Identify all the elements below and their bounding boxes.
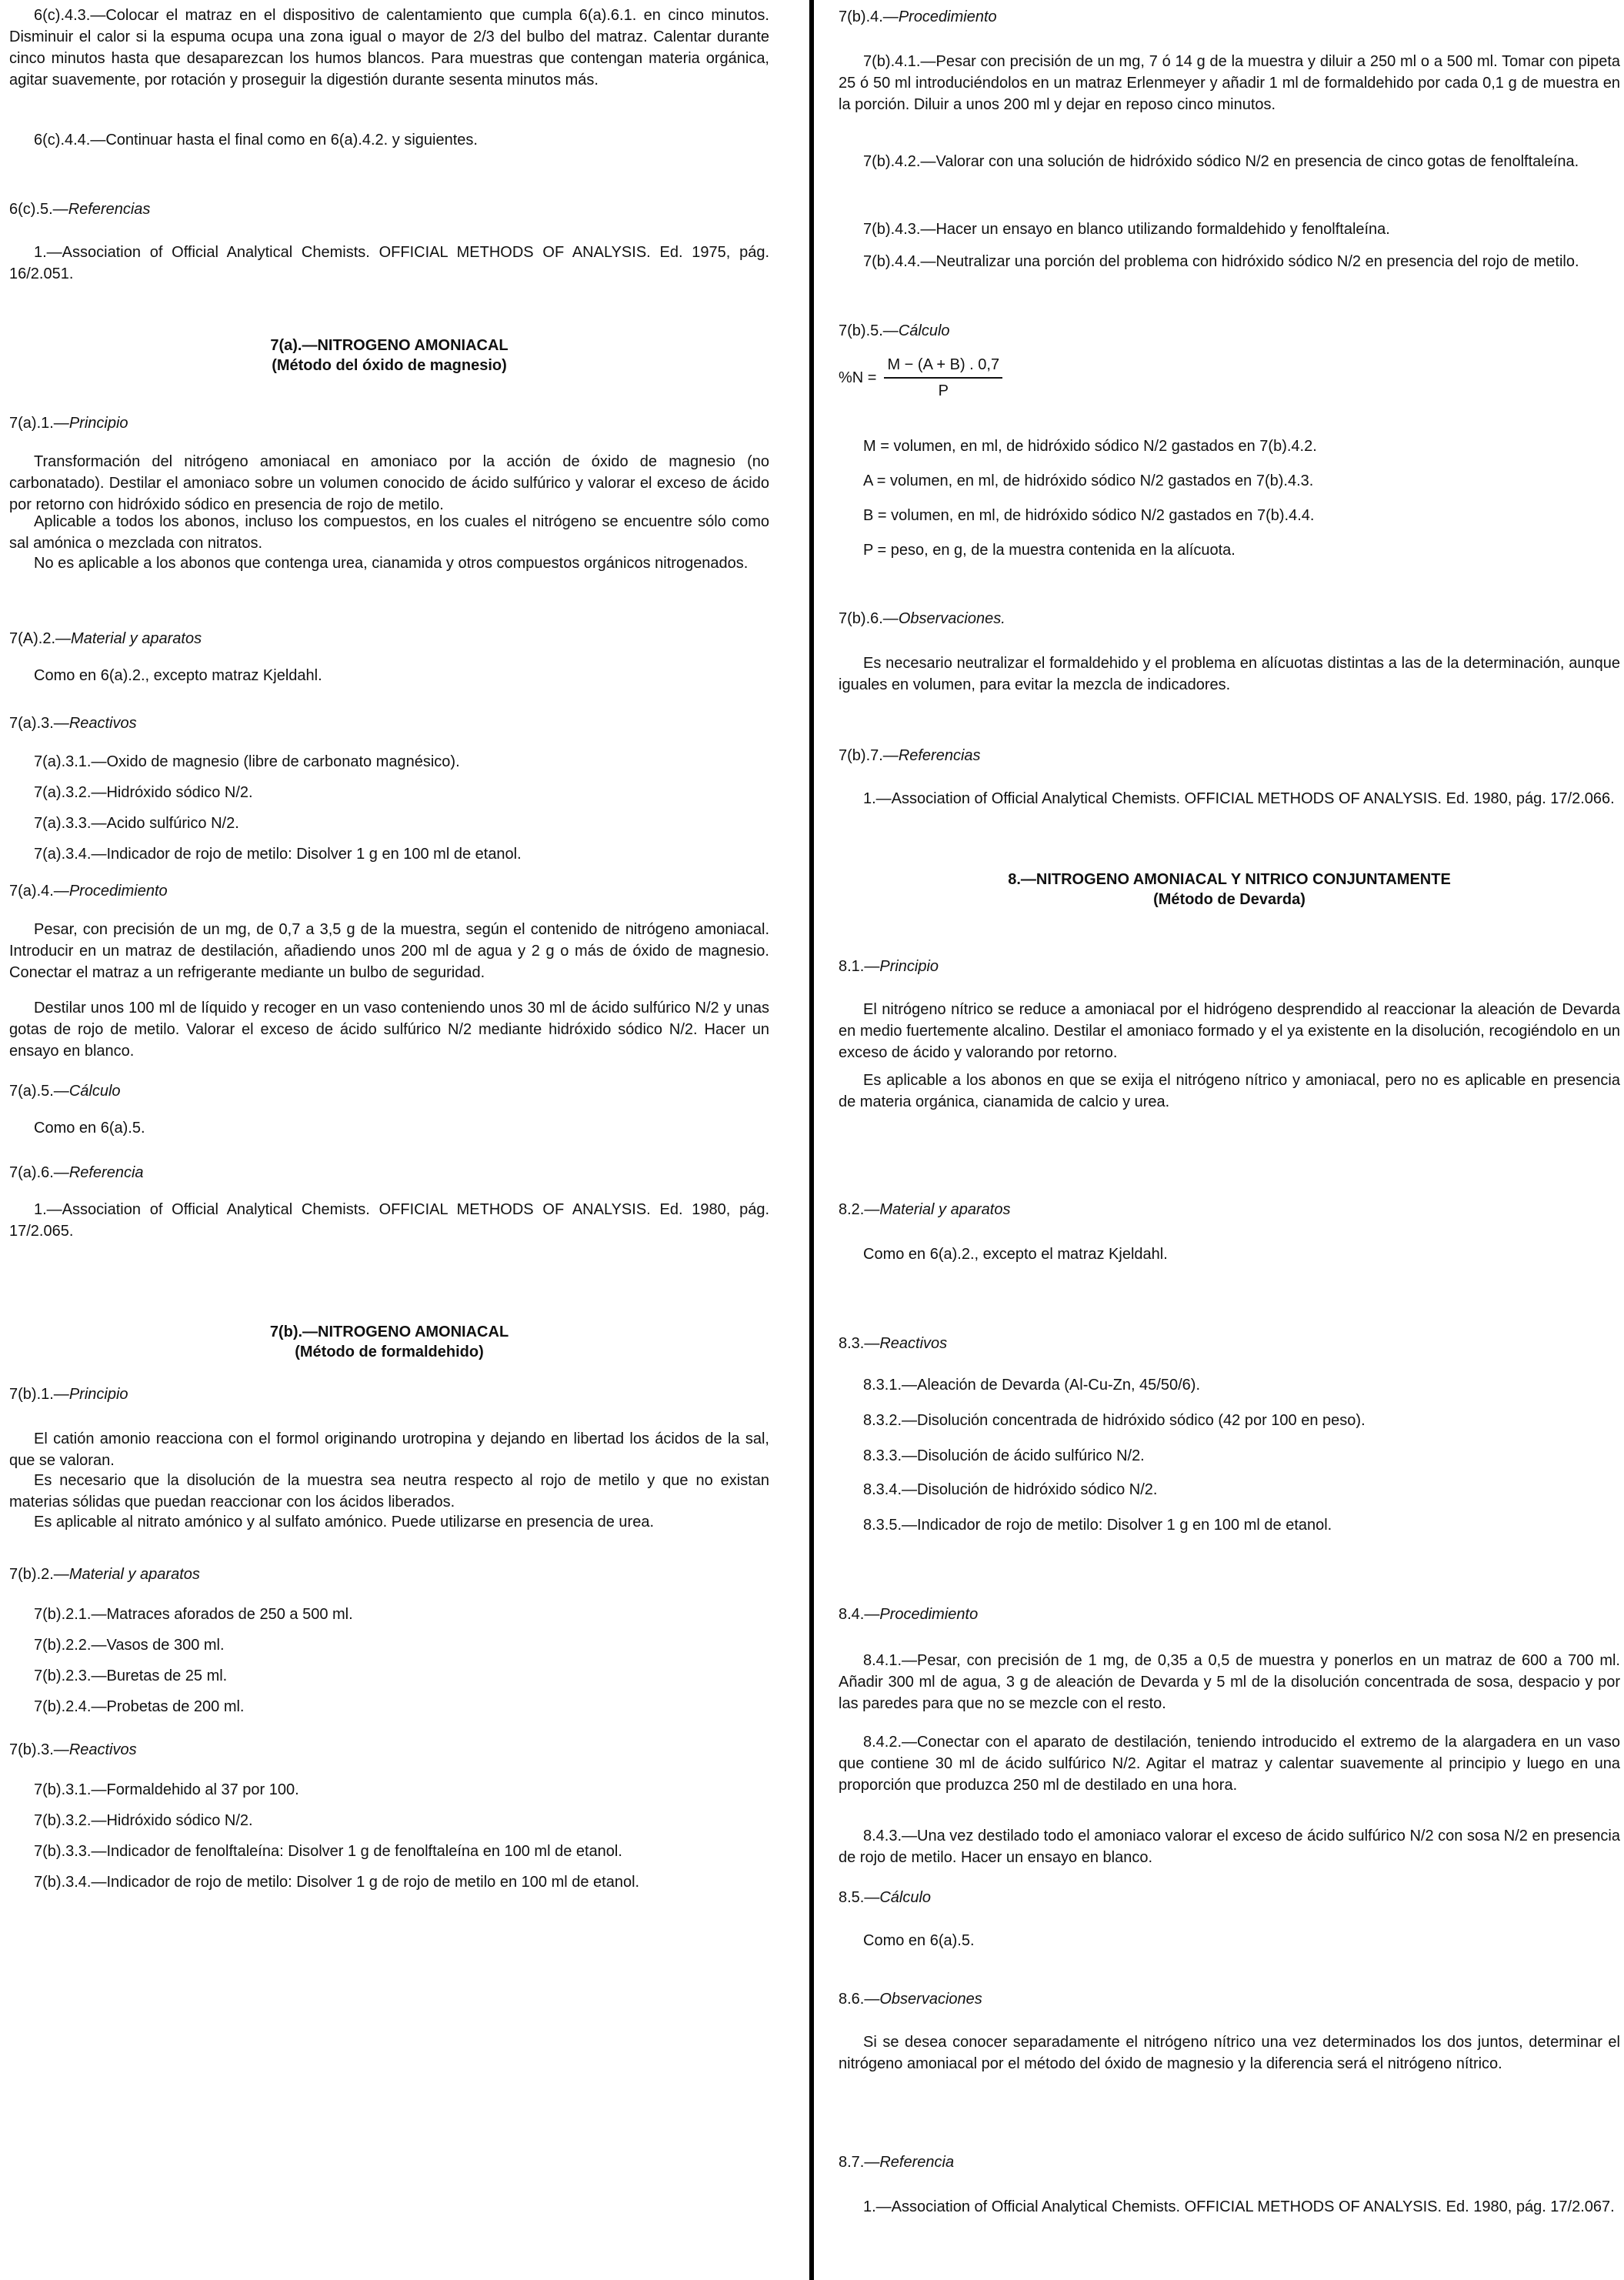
- paragraph: Transformación del nitrógeno amoniacal en amoniaco por la acción de óxido de magnesio (no carbonatado). Destilar el amoniaco sobre un volumen conocido de ácido sulfúrico y valorar el exceso de ácido por retorno con hidróxido sódico en presencia de rojo de metilo.: [9, 453, 769, 513]
- section-label: Referencias: [68, 201, 151, 218]
- section-label: Cálculo: [68, 1083, 121, 1100]
- list-item: 7(b).2.1.—Matraces aforados de 250 a 500 ml.: [34, 1606, 353, 1623]
- chapter-title-method: (Método de formaldehido): [295, 1344, 484, 1360]
- paragraph: Como en 6(a).5.: [863, 1932, 975, 1949]
- section-label: Principio: [879, 958, 939, 975]
- section-label: Procedimiento: [879, 1606, 979, 1623]
- paragraph: Como en 6(a).2., excepto matraz Kjeldahl.: [34, 667, 322, 684]
- section-label: Reactivos: [68, 715, 137, 732]
- fraction: [884, 354, 1002, 402]
- paragraph: Si se desea conocer separadamente el nitrógeno nítrico una vez determinados los dos juntos, determinar el nitrógeno amoniacal por el método del óxido de magnesio y la diferencia será el nitrógeno nítrico.: [839, 2034, 1620, 2072]
- section-heading: [839, 1333, 1620, 1354]
- section-heading: [9, 713, 769, 734]
- chapter-title-main: 8.—NITROGENO AMONIACAL Y NITRICO CONJUNTAMENTE: [1008, 871, 1451, 888]
- variable-definition: B = volumen, en ml, de hidróxido sódico N/2 gastados en 7(b).4.4.: [863, 507, 1315, 524]
- section-number: 7(a).4.—: [9, 883, 69, 900]
- paragraph: Como en 6(a).5.: [34, 1120, 145, 1137]
- section-number: 7(b).3.—: [9, 1741, 69, 1758]
- section-heading: [839, 6, 1620, 28]
- section-label: Observaciones.: [898, 610, 1005, 627]
- section-heading: [9, 1384, 769, 1405]
- section-number: 8.5.—: [839, 1889, 880, 1906]
- section-heading: [839, 608, 1620, 629]
- paragraph: Pesar, con precisión de un mg, de 0,7 a 3,5 g de la muestra, según el contenido de nitrógeno amoniacal. Introducir en un matraz de destilación, añadiendo unos 200 ml de agua y 2 g o más de óxido de magnesio. Conectar el matraz a un refrigerante mediante un bulbo de seguridad.: [9, 921, 769, 981]
- paragraph: 7(b).4.1.—Pesar con precisión de un mg, 7 ó 14 g de la muestra y diluir a 250 ml o a 500 ml. Tomar con pipeta 25 ó 50 ml introduciéndolos en un matraz Erlenmeyer y añadir 1 ml de formaldehido por cada 0,1 g de muestra en la porción. Diluir a unos 200 ml y dejar en reposo cinco minutos.: [839, 53, 1620, 113]
- section-heading: [839, 320, 1620, 342]
- column-divider: [809, 0, 814, 2280]
- section-label: Referencias: [898, 747, 981, 764]
- section-heading: [839, 2151, 1620, 2173]
- section-heading: [839, 1604, 1620, 1625]
- paragraph: Es necesario neutralizar el formaldehido y el problema en alícuotas distintas a las de la determinación, aunque iguales en volumen, para evitar la mezcla de indicadores.: [839, 655, 1620, 693]
- section-number: 8.3.—: [839, 1335, 880, 1352]
- paragraph: 8.4.2.—Conectar con el aparato de destilación, teniendo introducido el extremo de la alargadera en un vaso que contiene 30 ml de ácido sulfúrico N/2. Agitar el matraz y calentar suavemente al principio y luego en una proporción que produzca 250 ml de destilado en una hora.: [839, 1734, 1620, 1794]
- paragraph: 8.4.3.—Una vez destilado todo el amoniaco valorar el exceso de ácido sulfúrico N/2 con sosa N/2 en presencia de rojo de metilo. Hacer un ensayo en blanco.: [839, 1828, 1620, 1866]
- paragraph: 7(b).4.4.—Neutralizar una porción del problema con hidróxido sódico N/2 en presencia del rojo de metilo.: [863, 253, 1579, 270]
- paragraph: Es necesario que la disolución de la muestra sea neutra respecto al rojo de metilo y que no existan materias sólidas que puedan reaccionar con los ácidos liberados.: [9, 1472, 769, 1511]
- list-item: 7(a).3.4.—Indicador de rojo de metilo: Disolver 1 g en 100 ml de etanol.: [34, 846, 522, 863]
- section-label: Procedimiento: [898, 8, 997, 25]
- list-item: 7(b).3.4.—Indicador de rojo de metilo: Disolver 1 g de rojo de metilo en 100 ml de etanol.: [34, 1874, 640, 1891]
- section-label: Reactivos: [68, 1741, 137, 1758]
- section-number: 7(a).6.—: [9, 1164, 69, 1181]
- paragraph: Destilar unos 100 ml de líquido y recoger en un vaso conteniendo unos 30 ml de ácido sulfúrico N/2 y unas gotas de rojo de metilo. Valorar el exceso de ácido sulfúrico N/2 mediante hidróxido sódico N/2. Hacer un ensayo en blanco.: [9, 1000, 769, 1060]
- section-number: 8.2.—: [839, 1201, 880, 1218]
- list-item: 7(b).3.2.—Hidróxido sódico N/2.: [34, 1812, 253, 1829]
- section-number: 6(c).5.—: [9, 201, 68, 218]
- paragraph: 1.—Association of Official Analytical Chemists. OFFICIAL METHODS OF ANALYSIS. Ed. 1975, pág. 16/2.051.: [9, 244, 769, 282]
- right-column: [839, 0, 1620, 2280]
- paragraph: El nitrógeno nítrico se reduce a amoniacal por el hidrógeno desprendido al reaccionar la aleación de Devarda en medio fuertemente alcalino. Destilar el amoniaco formado y el ya existente en la disolución, recogiéndolo en un exceso de ácido y valorando por retorno.: [839, 1001, 1620, 1061]
- section-number: 8.7.—: [839, 2154, 880, 2171]
- list-item: 7(a).3.3.—Acido sulfúrico N/2.: [34, 815, 239, 832]
- paragraph: No es aplicable a los abonos que contenga urea, cianamida y otros compuestos orgánicos nitrogenados.: [34, 555, 749, 572]
- section-label: Observaciones: [879, 1991, 982, 2008]
- section-label: Principio: [68, 1386, 128, 1403]
- section-heading: [9, 880, 769, 902]
- section-label: Referencia: [879, 2154, 955, 2171]
- paragraph: 7(b).4.3.—Hacer un ensayo en blanco utilizando formaldehido y fenolftaleína.: [863, 221, 1390, 238]
- section-label: Reactivos: [879, 1335, 948, 1352]
- section-number: 7(b).4.—: [839, 8, 899, 25]
- list-item: 7(b).2.3.—Buretas de 25 ml.: [34, 1667, 228, 1684]
- paragraph: 1.—Association of Official Analytical Chemists. OFFICIAL METHODS OF ANALYSIS. Ed. 1980, pág. 17/2.067.: [863, 2198, 1615, 2215]
- paragraph: 6(c).4.4.—Continuar hasta el final como en 6(a).4.2. y siguientes.: [34, 132, 478, 149]
- paragraph: El catión amonio reacciona con el formol originando urotropina y dejando en libertad los ácidos de la sal, que se valoran.: [9, 1430, 769, 1469]
- paragraph: 1.—Association of Official Analytical Chemists. OFFICIAL METHODS OF ANALYSIS. Ed. 1980, pág. 17/2.065.: [9, 1201, 769, 1240]
- formula-denominator: P: [938, 382, 949, 399]
- variable-definition: P = peso, en g, de la muestra contenida en la alícuota.: [863, 542, 1236, 559]
- chapter-title-main: 7(b).—NITROGENO AMONIACAL: [269, 1324, 509, 1340]
- section-number: 7(b).5.—: [839, 322, 899, 339]
- paragraph: Es aplicable a los abonos en que se exija el nitrógeno nítrico y amoniacal, pero no es aplicable en presencia de materia orgánica, cianamida de calcio y urea.: [839, 1072, 1620, 1110]
- section-label: Procedimiento: [68, 883, 168, 900]
- paragraph: 7(b).4.2.—Valorar con una solución de hidróxido sódico N/2 en presencia de cinco gotas de fenolftaleína.: [863, 153, 1579, 170]
- list-item: 7(b).2.2.—Vasos de 300 ml.: [34, 1637, 225, 1654]
- section-number: 8.4.—: [839, 1606, 880, 1623]
- paragraph: 8.4.1.—Pesar, con precisión de 1 mg, de 0,35 a 0,5 de muestra y ponerlos en un matraz de 600 a 700 ml. Añadir 300 ml de agua, 3 g de aleación de Devarda y 5 ml de la disolución concentrada de sosa, despacio y por las paredes para que no se mezcle con el resto.: [839, 1652, 1620, 1712]
- section-number: 8.6.—: [839, 1991, 880, 2008]
- chapter-title-method: (Método de Devarda): [1153, 891, 1306, 908]
- paragraph: Aplicable a todos los abonos, incluso los compuestos, en los cuales el nitrógeno se encuentre sólo como sal amónica o mezclada con nitratos.: [9, 513, 769, 552]
- paragraph: 1.—Association of Official Analytical Chemists. OFFICIAL METHODS OF ANALYSIS. Ed. 1980, pág. 17/2.066.: [863, 790, 1615, 807]
- section-label: Cálculo: [879, 1889, 932, 1906]
- section-number: 7(b).2.—: [9, 1566, 69, 1583]
- list-item: 7(a).3.2.—Hidróxido sódico N/2.: [34, 784, 253, 801]
- formula: [839, 354, 1620, 402]
- paragraph: 6(c).4.3.—Colocar el matraz en el dispositivo de calentamiento que cumpla 6(a).6.1. en cinco minutos. Disminuir el calor si la espuma ocupa una zona igual o mayor de 2/3 del bulbo del matraz. Calentar durante cinco minutos hasta que desaparezcan los humos blancos. Para muestras que contengan materia orgánica, agitar suavemente, por rotación y proseguir la digestión durante sesenta minutos más.: [9, 7, 769, 88]
- chapter-title-main: 7(a).—NITROGENO AMONIACAL: [270, 337, 509, 354]
- paragraph: Es aplicable al nitrato amónico y al sulfato amónico. Puede utilizarse en presencia de urea.: [34, 1514, 655, 1531]
- section-number: 7(a).5.—: [9, 1083, 69, 1100]
- section-number: 7(a).1.—: [9, 415, 69, 432]
- section-heading: [9, 412, 769, 434]
- section-number: 7(a).3.—: [9, 715, 69, 732]
- section-heading: [9, 199, 769, 220]
- section-label: Principio: [68, 415, 128, 432]
- paragraph: Como en 6(a).2., excepto el matraz Kjeldahl.: [863, 1246, 1168, 1263]
- left-column: [9, 0, 769, 2280]
- list-item: 7(b).2.4.—Probetas de 200 ml.: [34, 1698, 245, 1715]
- section-heading: [839, 1887, 1620, 1908]
- section-label: Material y aparatos: [71, 630, 202, 647]
- variable-definition: A = volumen, en ml, de hidróxido sódico N/2 gastados en 7(b).4.3.: [863, 472, 1314, 489]
- variable-definition: M = volumen, en ml, de hidróxido sódico N/2 gastados en 7(b).4.2.: [863, 438, 1317, 455]
- chapter-title: [839, 870, 1620, 910]
- section-heading: [839, 745, 1620, 766]
- section-label: Material y aparatos: [879, 1201, 1011, 1218]
- list-item: 8.3.1.—Aleación de Devarda (Al-Cu-Zn, 45/50/6).: [863, 1377, 1200, 1394]
- list-item: 7(a).3.1.—Oxido de magnesio (libre de carbonato magnésico).: [34, 753, 460, 770]
- section-number: 7(b).1.—: [9, 1386, 69, 1403]
- section-number: 7(b).7.—: [839, 747, 899, 764]
- section-number: 8.1.—: [839, 958, 880, 975]
- section-heading: [9, 1564, 769, 1585]
- section-number: 7(b).6.—: [839, 610, 899, 627]
- chapter-title-method: (Método del óxido de magnesio): [272, 357, 507, 374]
- section-label: Material y aparatos: [68, 1566, 200, 1583]
- section-heading: [839, 956, 1620, 977]
- list-item: 7(b).3.3.—Indicador de fenolftaleína: Disolver 1 g de fenolftaleína en 100 ml de etanol.: [34, 1843, 622, 1860]
- section-heading: [9, 1162, 769, 1183]
- formula-numerator: M − (A + B) . 0,7: [884, 354, 1002, 379]
- chapter-title: [9, 1322, 769, 1362]
- list-item: 8.3.2.—Disolución concentrada de hidróxido sódico (42 por 100 en peso).: [863, 1412, 1366, 1429]
- section-heading: [839, 1199, 1620, 1220]
- section-heading: [9, 1739, 769, 1761]
- section-heading: [9, 628, 769, 649]
- section-heading: [9, 1080, 769, 1102]
- list-item: 7(b).3.1.—Formaldehido al 37 por 100.: [34, 1781, 299, 1798]
- list-item: 8.3.5.—Indicador de rojo de metilo: Disolver 1 g en 100 ml de etanol.: [863, 1517, 1332, 1534]
- list-item: 8.3.3.—Disolución de ácido sulfúrico N/2.: [863, 1447, 1145, 1464]
- formula-lhs: %N =: [839, 369, 877, 386]
- section-number: 7(A).2.—: [9, 630, 72, 647]
- list-item: 8.3.4.—Disolución de hidróxido sódico N/2.: [863, 1481, 1158, 1498]
- section-label: Cálculo: [898, 322, 950, 339]
- variable-definitions: [839, 436, 1620, 574]
- chapter-title: [9, 335, 769, 376]
- section-label: Referencia: [68, 1164, 144, 1181]
- section-heading: [839, 1988, 1620, 2010]
